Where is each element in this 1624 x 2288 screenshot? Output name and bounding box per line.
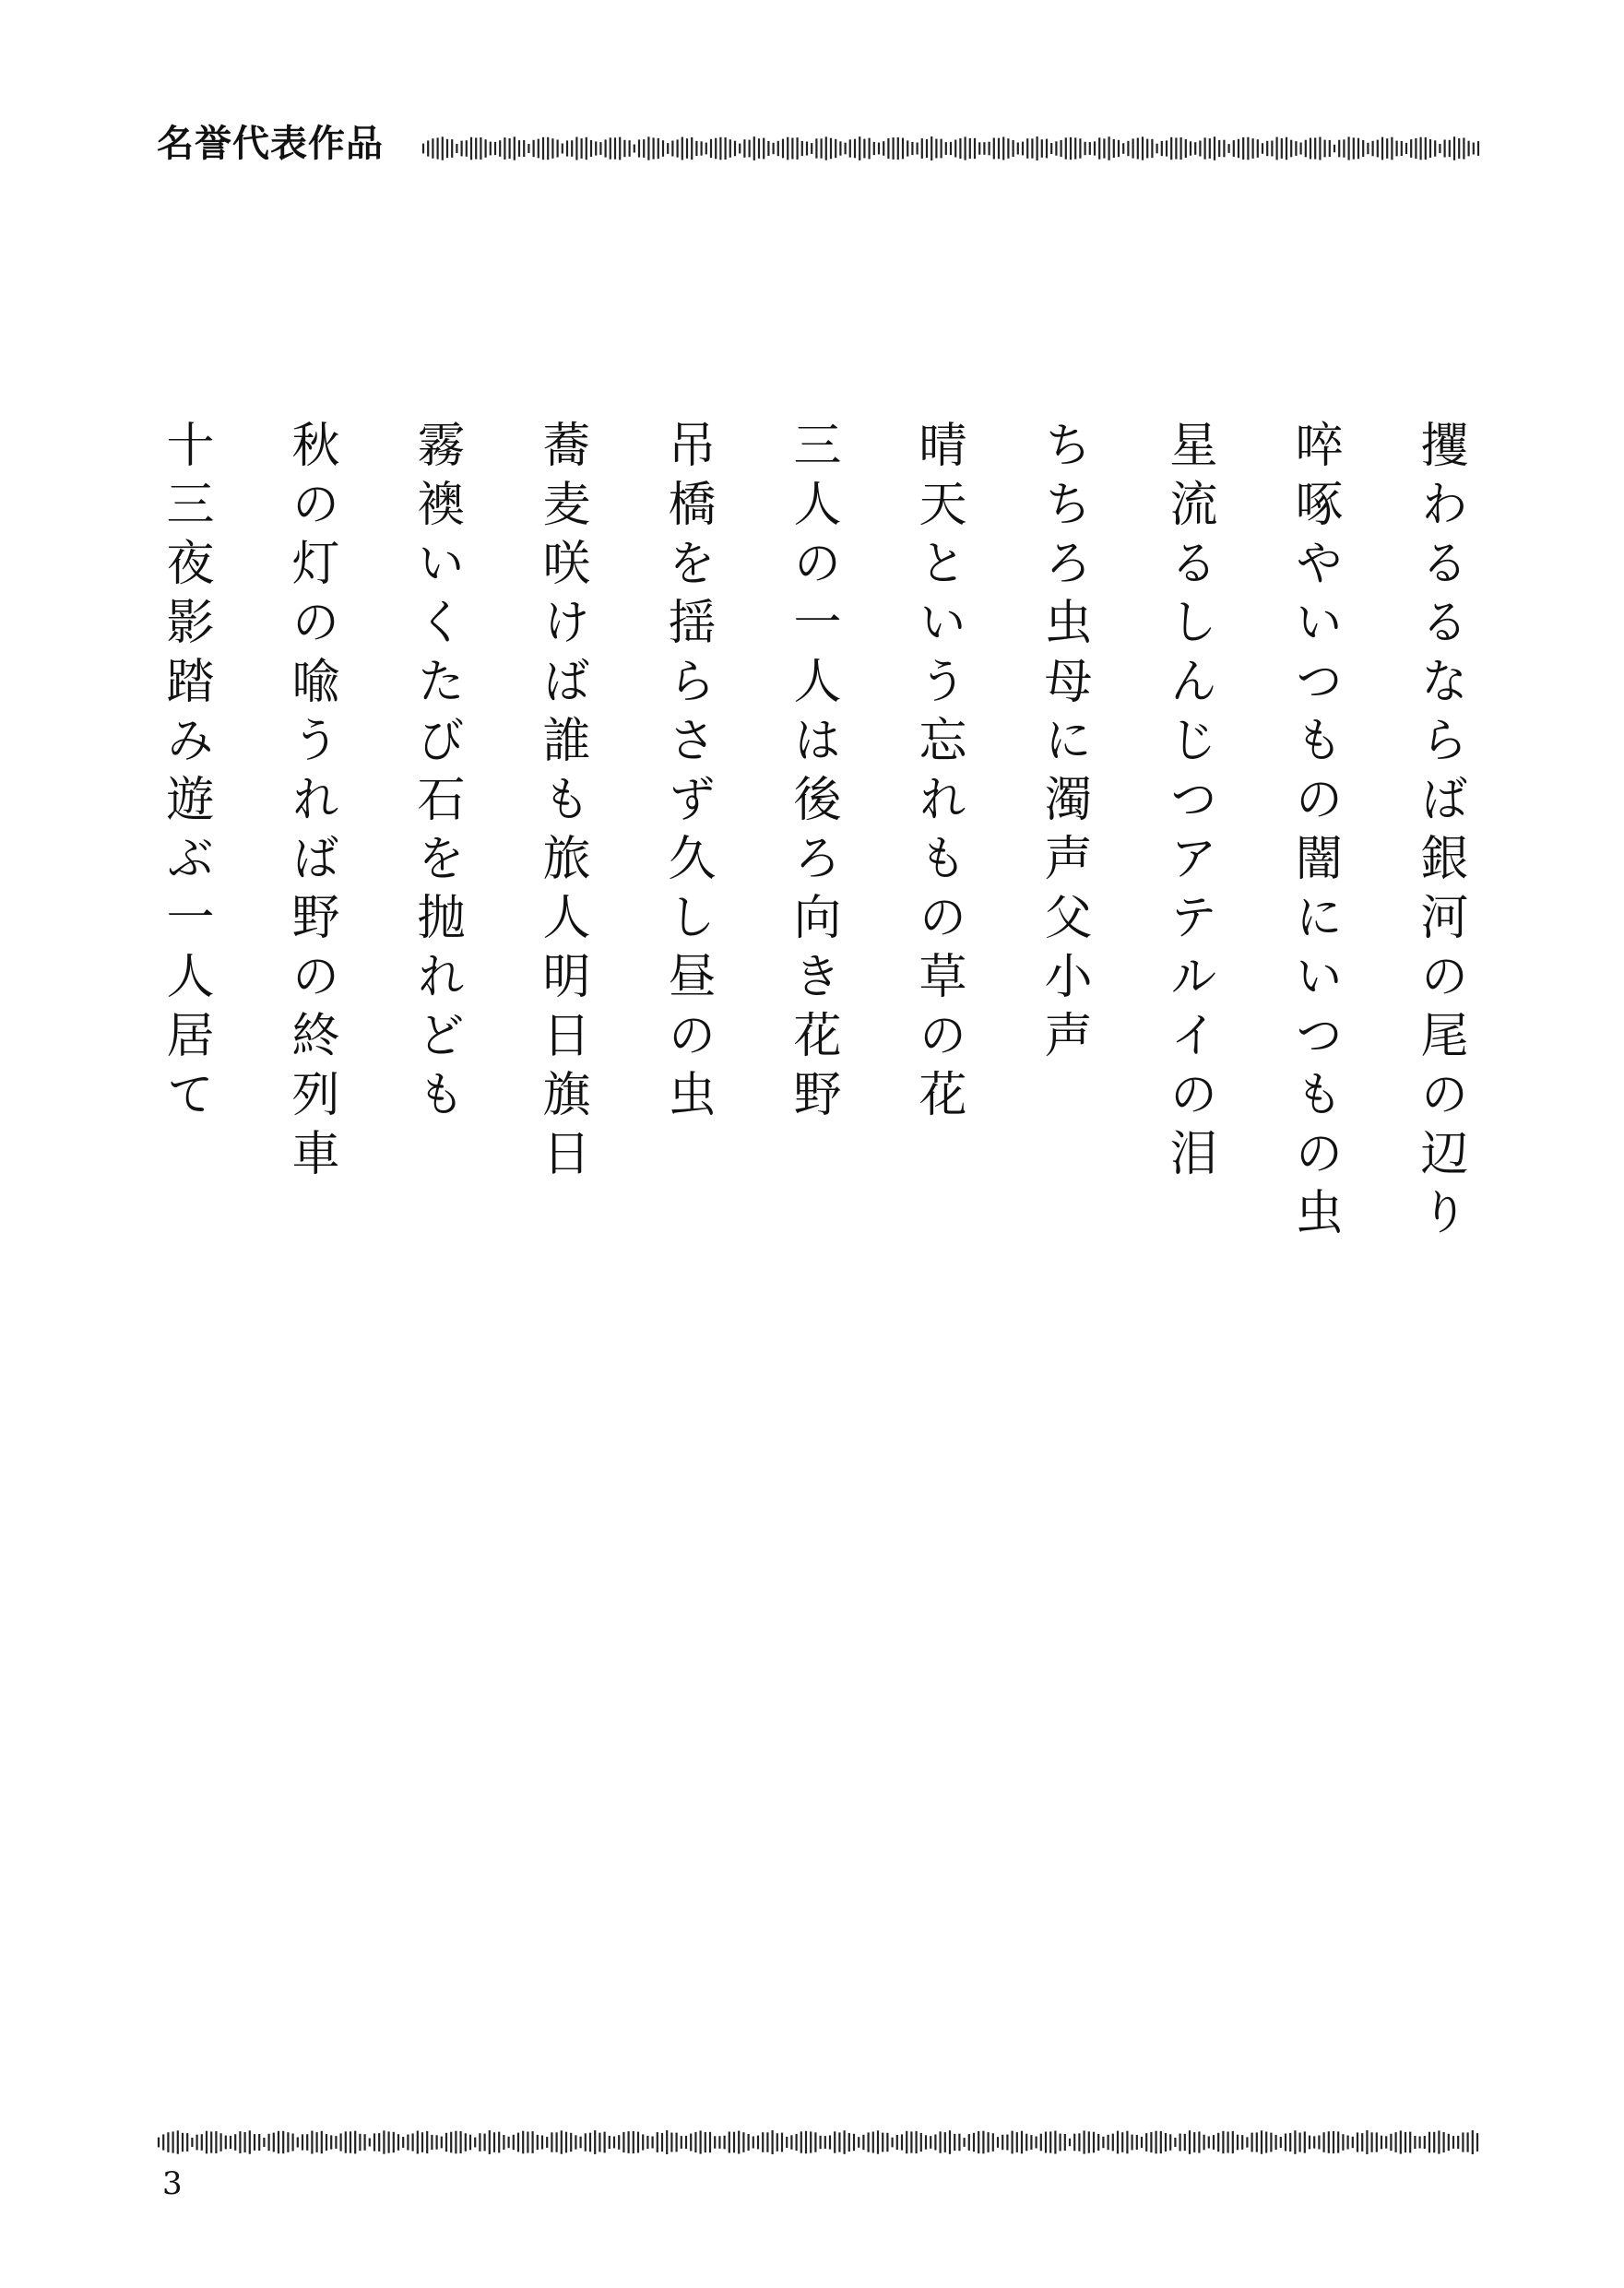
haiku-line-3: 星流るしんじつアテルイの泪 [1161, 420, 1216, 1187]
haiku-line-2: 啐啄やいつもの闇にいつもの虫 [1286, 420, 1342, 1246]
top-wave-ornament [421, 125, 1482, 172]
haiku-line-7: 吊橋を揺らさず久し昼の虫 [659, 420, 715, 1128]
bottom-wave-ornament [157, 2119, 1482, 2165]
haiku-line-9: 霧襖いくたび石を抛れども [409, 420, 464, 1128]
haiku-line-10: 秋の灯の喩うれば野の終列車 [283, 420, 338, 1187]
section-title: 名誉代表作品 [157, 123, 384, 165]
haiku-line-6: 三人の一人は後ろ向き花野 [785, 420, 840, 1128]
haiku-line-4: ちちろ虫母に濁声父小声 [1036, 420, 1091, 1069]
haiku-line-8: 蕎麦咲けば誰も旅人明日旗日 [534, 420, 589, 1187]
haiku-line-1: 攫わるるならば銀河の尾の辺り [1412, 420, 1467, 1246]
haiku-line-5: 晴天という忘れもの草の花 [910, 420, 966, 1128]
haiku-line-11: 十三夜影踏み遊ぶ一人居て [158, 420, 213, 1128]
haiku-columns [148, 420, 1485, 1397]
page-number: 3 [162, 2165, 183, 2202]
